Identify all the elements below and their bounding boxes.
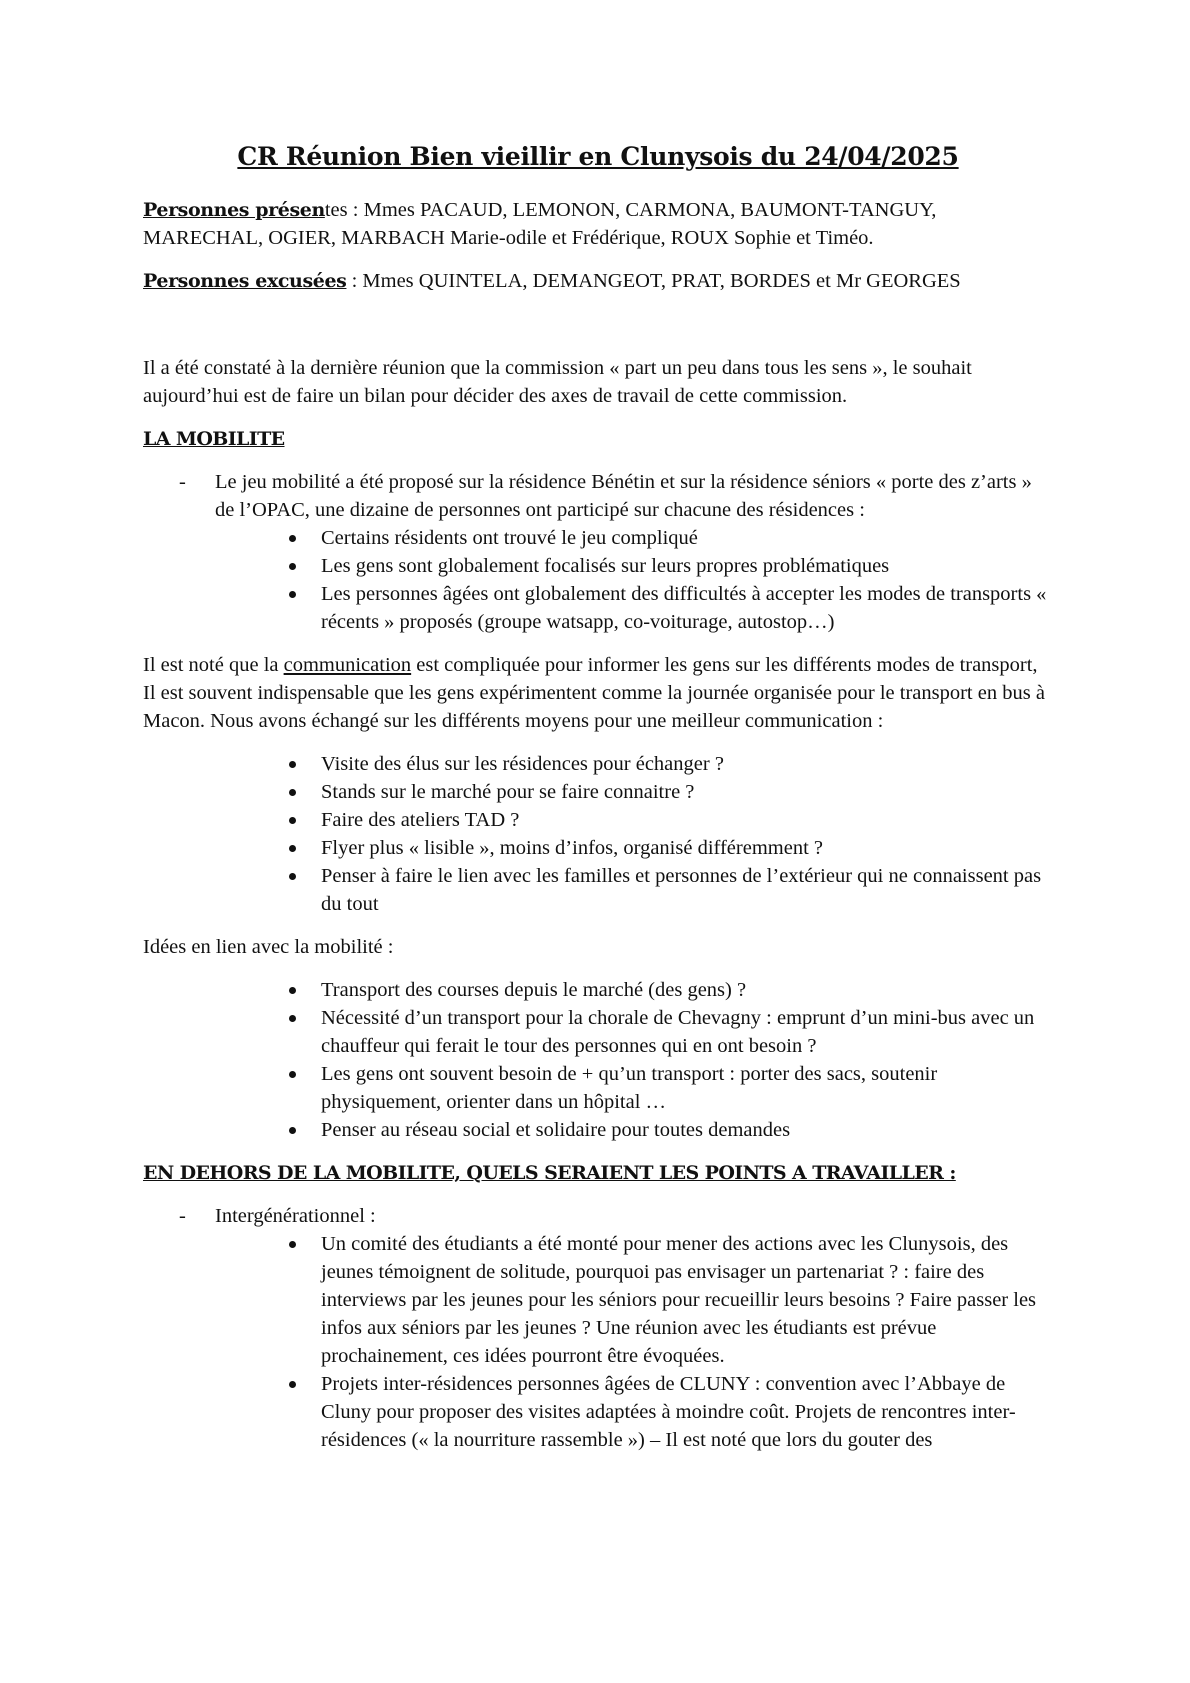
communication-paragraph: [143, 651, 1053, 735]
list-item: Les gens sont globalement focalisés sur leurs propres problématiques: [215, 552, 1053, 580]
list-item: Penser à faire le lien avec les familles et personnes de l’extérieur qui ne connaissent pas du tout: [143, 862, 1053, 918]
list-item: Transport des courses depuis le marché (des gens) ?: [143, 976, 1053, 1004]
section-heading-mobility: LA MOBILITE: [143, 428, 285, 450]
list-item: [143, 468, 1053, 636]
attendees-label-rest: tes: [324, 199, 348, 221]
ideas-label: Idées en lien avec la mobilité :: [143, 936, 394, 958]
mobility-game-text: Le jeu mobilité a été proposé sur la résidence Bénétin et sur la résidence séniors « porte des z’arts » de l’OPAC, une dizaine de personnes ont participé sur chacune des résidences :: [215, 471, 1032, 521]
mobility-dash-list: [143, 468, 1053, 636]
attendees-list: : Mmes PACAUD, LEMONON, CARMONA, BAUMONT-TANGUY, MARECHAL, OGIER, MARBACH Marie-odile et Frédérique, ROUX Sophie et Timéo.: [143, 199, 937, 249]
list-item: Faire des ateliers TAD ?: [143, 806, 1053, 834]
list-item: [143, 1202, 1053, 1454]
communication-bullet-list: [143, 750, 1053, 918]
list-item: Visite des élus sur les résidences pour échanger ?: [143, 750, 1053, 778]
list-item: Projets inter-résidences personnes âgées de CLUNY : convention avec l’Abbaye de Cluny pour proposer des visites adaptées à moindre coût. Projets de rencontres inter-résidences (« la nourriture rassemble ») – Il est noté que lors du gouter des: [215, 1370, 1053, 1454]
communication-text-before: Il est noté que la: [143, 654, 284, 676]
intro-paragraph: Il a été constaté à la dernière réunion que la commission « part un peu dans tous les sens », le souhait aujourd’hui est de faire un bilan pour décider des axes de travail de cette commission.: [143, 357, 972, 407]
list-item: Nécessité d’un transport pour la chorale de Chevagny : emprunt d’un mini-bus avec un chauffeur qui ferait le tour des personnes qui en ont besoin ?: [143, 1004, 1053, 1060]
section-heading-other-topics: EN DEHORS DE LA MOBILITE, QUELS SERAIENT LES POINTS A TRAVAILLER :: [143, 1162, 956, 1184]
communication-keyword: communication: [283, 654, 412, 676]
intergenerational-bullet-list: [215, 1230, 1053, 1454]
list-item: Stands sur le marché pour se faire connaitre ?: [143, 778, 1053, 806]
list-item: Certains résidents ont trouvé le jeu compliqué: [215, 524, 1053, 552]
list-item: Penser au réseau social et solidaire pour toutes demandes: [143, 1116, 1053, 1144]
other-dash-list: [143, 1202, 1053, 1454]
blank-line: [143, 310, 1053, 354]
document-title: CR Réunion Bien vieillir en Clunysois du 24/04/2025: [237, 142, 959, 171]
list-item: Un comité des étudiants a été monté pour mener des actions avec les Clunysois, des jeunes témoignent de solitude, pourquoi pas envisager un partenariat ? : faire des interviews par les jeunes pour les séniors pour recueillir leurs besoins ? Faire passer les infos aux séniors par les jeunes ? Une réunion avec les étudiants est prévue prochainement, ces idées pourront être évoquées.: [215, 1230, 1053, 1370]
excused-label: Personnes excusées: [143, 270, 347, 292]
intergenerational-label: Intergénérationnel :: [215, 1205, 376, 1227]
ideas-bullet-list: [143, 976, 1053, 1144]
list-item: Les gens ont souvent besoin de + qu’un transport : porter des sacs, soutenir physiquement, orienter dans un hôpital …: [143, 1060, 1053, 1116]
excused-paragraph: [143, 267, 1053, 295]
game-bullet-list: [215, 524, 1053, 636]
communication-text-after: est compliquée pour informer les gens sur les différents modes de transport, Il est souvent indispensable que les gens expérimentent comme la journée organisée pour le transport en bus à Macon. Nous avons échangé sur les différents moyens pour une meilleur communication :: [143, 654, 1045, 732]
excused-list: : Mmes QUINTELA, DEMANGEOT, PRAT, BORDES et Mr GEORGES: [346, 270, 961, 292]
attendees-paragraph: [143, 196, 1053, 252]
list-item: Flyer plus « lisible », moins d’infos, organisé différemment ?: [143, 834, 1053, 862]
document-body: [143, 140, 1053, 1454]
attendees-label-bold: Personnes présen: [143, 199, 325, 221]
list-item: Les personnes âgées ont globalement des difficultés à accepter les modes de transports « récents » proposés (groupe watsapp, co-voiturage, autostop…): [215, 580, 1053, 636]
